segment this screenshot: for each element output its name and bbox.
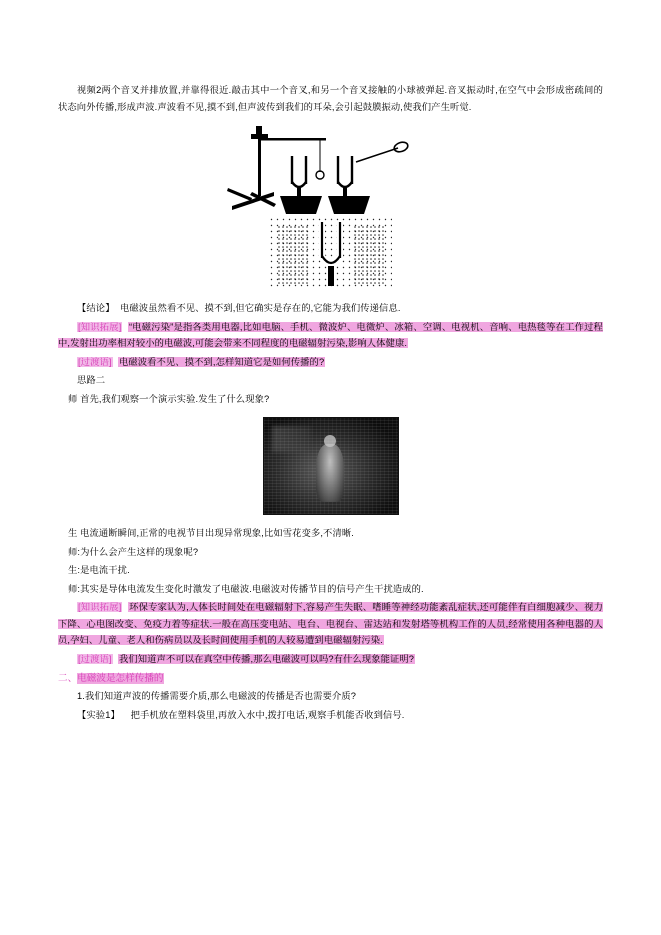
tv-screen-glare: [272, 426, 312, 452]
knowledge-extension-label-1: [知识拓展]: [78, 321, 122, 332]
transition-label-2: [过渡语]: [78, 653, 112, 664]
section-number: 二、: [58, 673, 78, 684]
knowledge-extension-label-2: [知识拓展]: [78, 602, 122, 612]
paragraph-student-2: 生:是电流干扰.: [68, 565, 130, 575]
paragraph-conclusion: [58, 300, 603, 317]
paragraph-teacher-2: 师:为什么会产生这样的现象呢?: [68, 546, 199, 557]
knowledge-extension-text-1: “电磁污染”是指各类用电器,比如电脑、手机、微波炉、电微炉、冰箱、空调、电视机、音响、电热毯等在工作过程中,发射出功率相对较小的电磁波,可能会带来不同程度的电磁辐射污染,影响人体健康.: [58, 321, 603, 348]
conclusion-label: 【结论】: [77, 303, 115, 313]
figure-tuning-fork-apparatus: [58, 122, 603, 214]
paragraph-item-1: 1.我们知道声波的传播需要介质,那么电磁波的传播是否也需要介质?: [77, 691, 357, 701]
paragraph-teacher-1: 师 首先,我们观察一个演示实验.发生了什么现象?: [68, 393, 270, 404]
transition-text-2: 我们知道声不可以在真空中传播,那么电磁波可以吗?有什么现象能证明?: [118, 653, 415, 664]
tuning-fork-sound-wave-diagram: [270, 218, 392, 290]
transition-text-1: 电磁波看不见、摸不到,怎样知道它是如何传播的?: [118, 356, 325, 367]
transition-label-1: [过渡语]: [78, 356, 112, 367]
paragraph-student-1: 生 电流通断瞬间,正常的电视节目出现异常现象,比如雪花变多,不清晰.: [68, 528, 354, 538]
tv-person-silhouette: [316, 444, 344, 502]
figure-tv-interference: [58, 417, 603, 515]
paragraph-extension-2: [58, 599, 603, 649]
figure-tuning-fork-waves: [58, 218, 603, 290]
experiment-label-1: 【实验1】: [77, 709, 120, 720]
experiment-text-1: 把手机放在塑料袋里,再放入水中,拨打电话,观察手机能否收到信号.: [130, 709, 405, 720]
paragraph-transition-1: [58, 354, 603, 371]
section-title-text: 电磁波是怎样传播的: [77, 673, 164, 684]
tv-screenshot-photo: [263, 417, 399, 515]
paragraph-transition-2: [58, 651, 603, 668]
paragraph-teacher-3: 师:其实是导体电流发生变化时激发了电磁波.电磁波对传播节目的信号产生干扰造成的.: [68, 583, 424, 594]
paragraph-extension-1: [58, 319, 603, 352]
paragraph-experiment-1: [58, 707, 603, 724]
section-heading-2: [58, 670, 603, 687]
knowledge-extension-text-2: 环保专家认为,人体长时间处在电磁辐射下,容易产生失眠、嗜睡等神经功能紊乱症状,还可能伴有白细胞减少、视力下降、心电图改变、免疫力着等症状.一般在高压变电站、电台、电视台、雷达站和发射塔等机构工作的人员,经常使用各种电器的人员,孕妇、儿童、老人和伤病员以及长时间使用手机的人较易遭到电磁辐射污染.: [58, 602, 603, 645]
conclusion-text: 电磁波虽然看不见、摸不到,但它确实是存在的,它能为我们传递信息.: [119, 303, 401, 313]
paragraph-thought-2: 思路二: [77, 375, 106, 385]
paragraph-intro: 视频2两个音叉并排放置,并靠得很近.敲击其中一个音叉,和另一个音叉接触的小球被弹起.音叉振动时,在空气中会形成密疏间的状态向外传播,形成声波.声波看不见,摸不到,但声波传到我们的耳朵,会引起鼓膜振动,使我们产生听觉.: [58, 85, 603, 112]
tuning-fork-apparatus-diagram: [216, 122, 446, 214]
